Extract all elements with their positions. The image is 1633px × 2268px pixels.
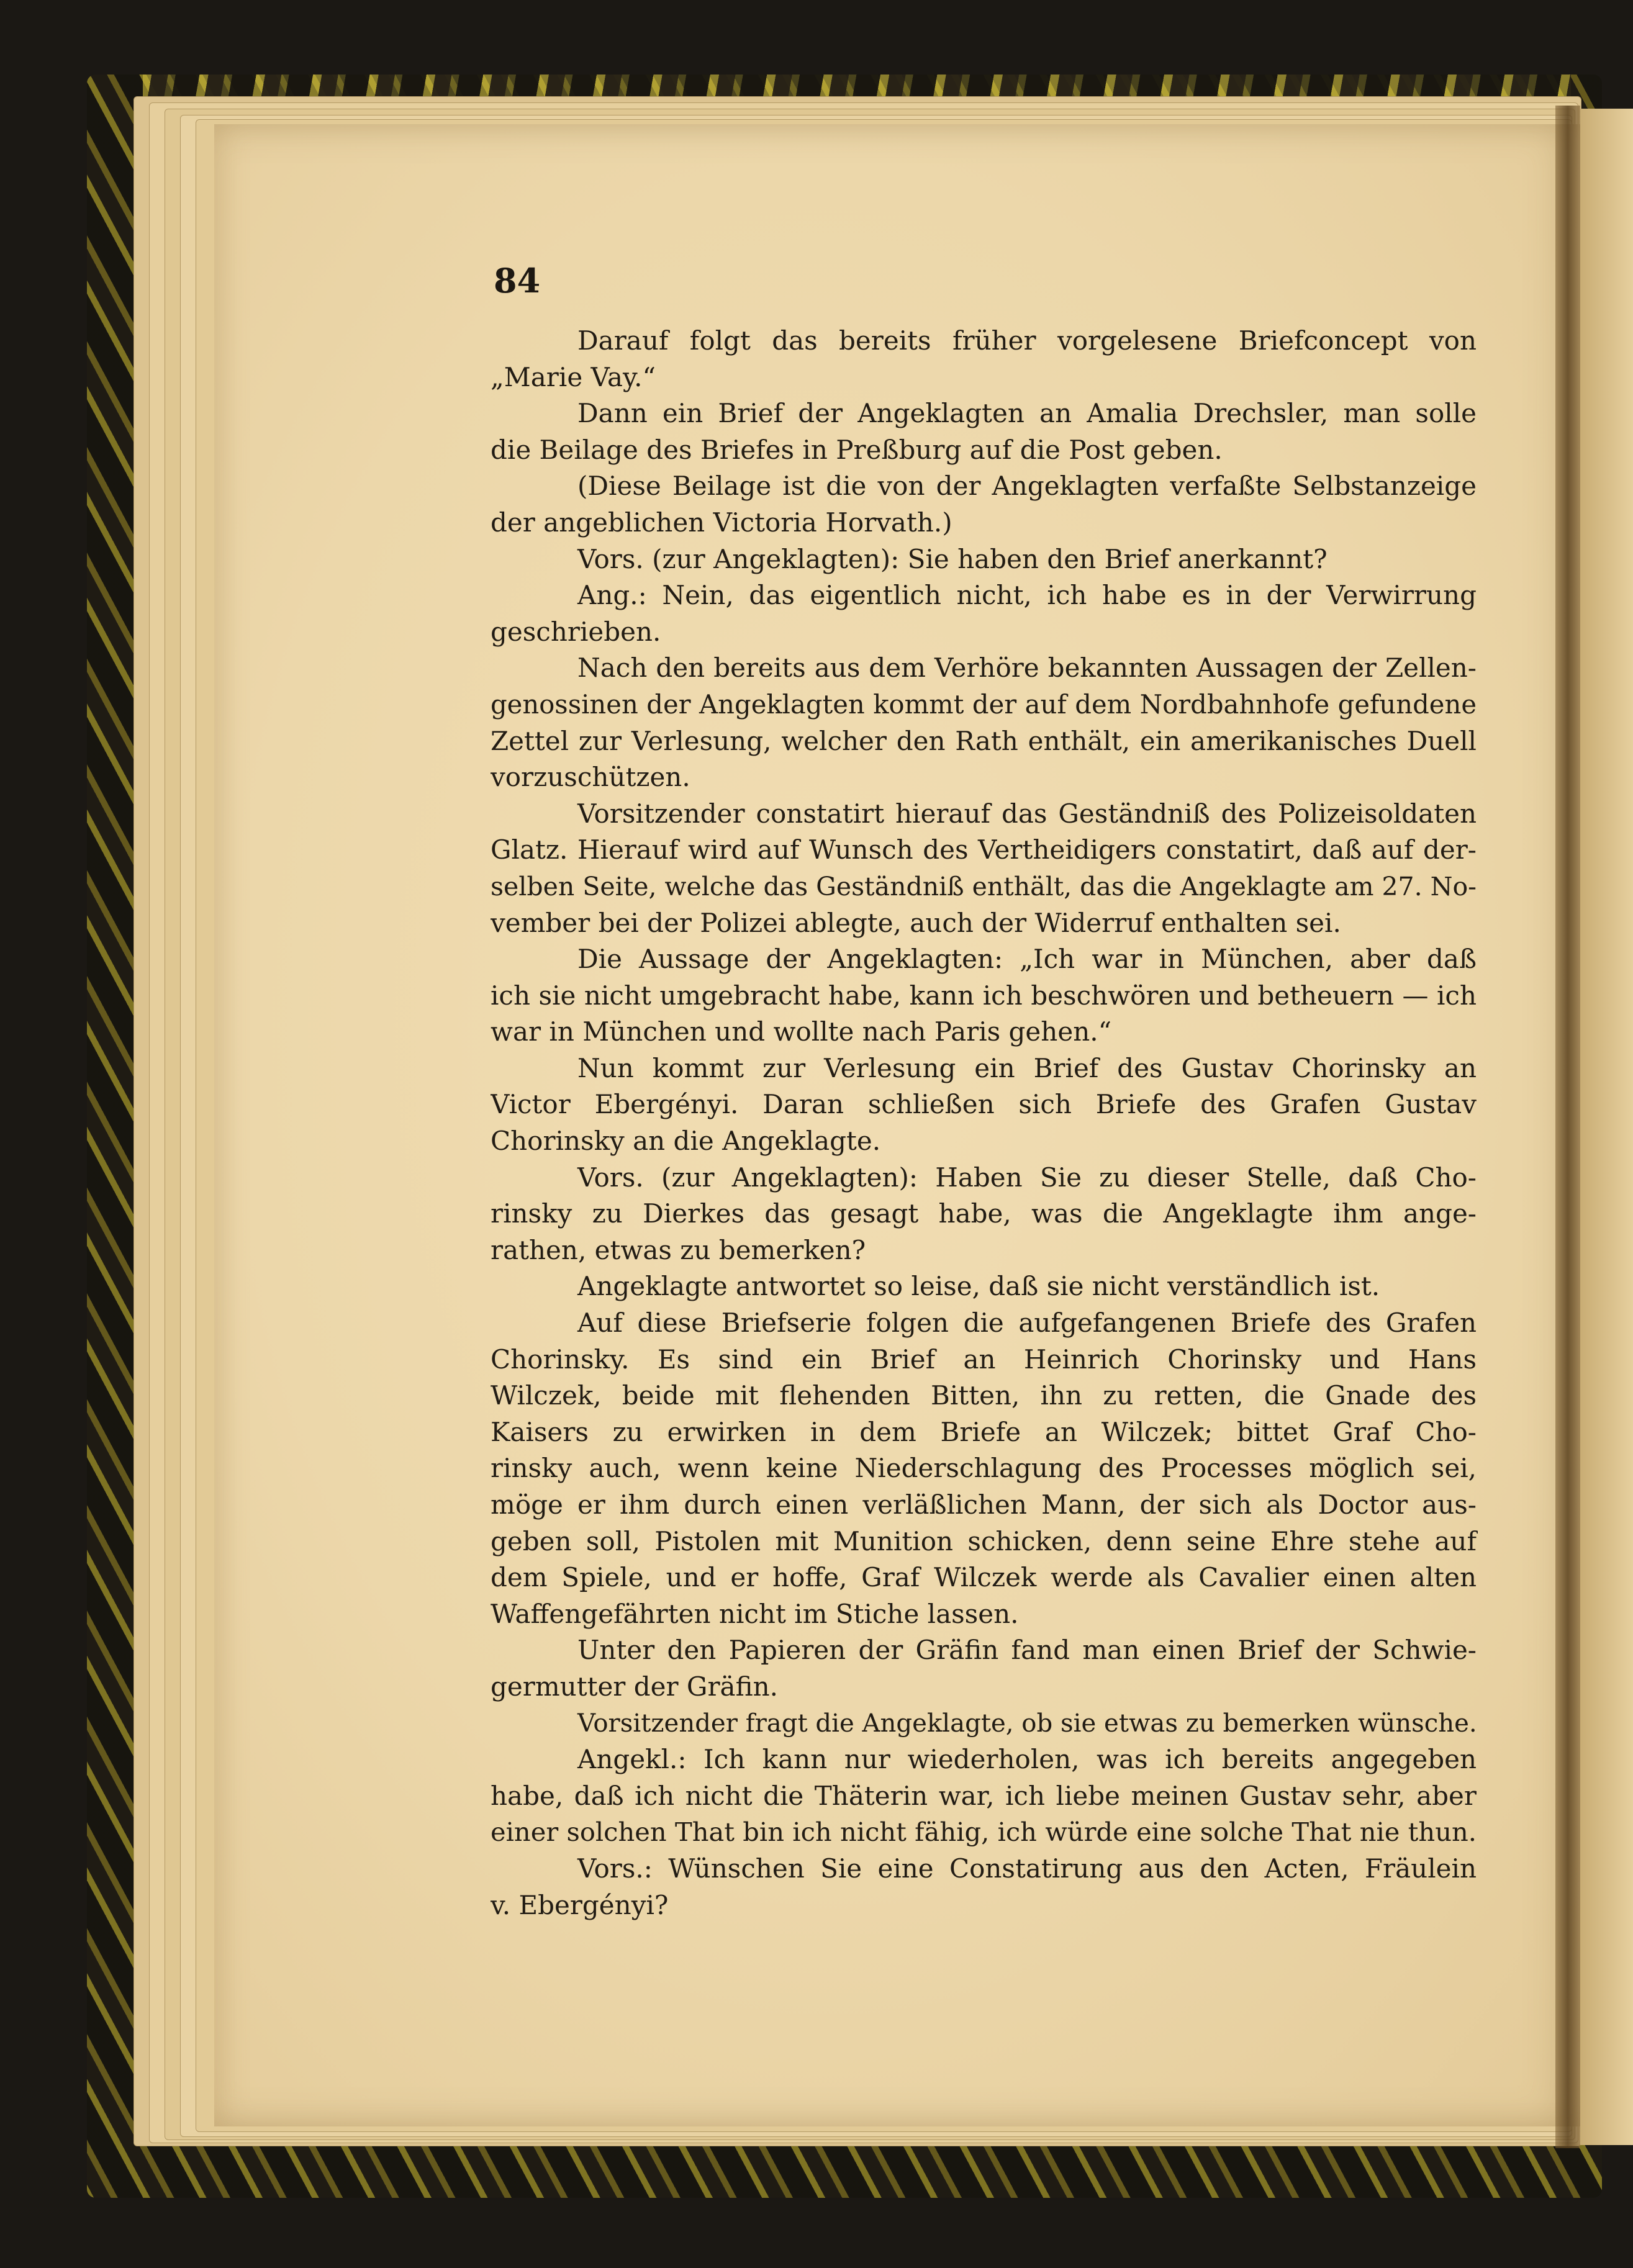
text-line: Auf diese Briefserie folgen die aufgefangenen Briefe des Grafen (577, 1308, 1477, 1339)
text-line: Nach den bereits aus dem Verhöre bekannten Aussagen der Zellen- (577, 653, 1477, 684)
text-line: geschrieben. (491, 616, 661, 647)
text-line: (Diese Beilage ist die von der Angeklagten verfaßte Selbstanzeige (577, 471, 1477, 502)
text-line: rinsky auch, wenn keine Niederschlagung des Processes möglich sei, (491, 1453, 1477, 1484)
text-line: Dann ein Brief der Angeklagten an Amalia Drechsler, man solle (577, 398, 1477, 429)
text-line: ich sie nicht umgebracht habe, kann ich beschwören und betheuern — ich (491, 980, 1477, 1011)
text-line: v. Ebergényi? (491, 1889, 669, 1920)
text-line: Chorinsky an die Angeklagte. (491, 1126, 881, 1157)
text-line: Nun kommt zur Verlesung ein Brief des Gustav Chorinsky an (577, 1052, 1477, 1083)
text-line: Kaisers zu erwirken in dem Briefe an Wilczek; bittet Graf Cho- (491, 1416, 1477, 1447)
text-line: geben soll, Pistolen mit Munition schicken, denn seine Ehre stehe auf (491, 1525, 1477, 1556)
text-line: Vorsitzender constatirt hierauf das Geständniß des Polizeisoldaten (577, 798, 1477, 829)
text-line: dem Spiele, und er hoffe, Graf Wilczek werde als Cavalier einen alten (491, 1562, 1477, 1593)
text-line: möge er ihm durch einen verläßlichen Mann, der sich als Doctor aus- (491, 1489, 1477, 1520)
text-line: Zettel zur Verlesung, welcher den Rath enthält, ein amerikanisches Duell (491, 725, 1477, 756)
text-line: Vors. (zur Angeklagten): Sie haben den Brief anerkannt? (577, 543, 1328, 574)
facing-page (1580, 109, 1633, 2145)
text-line: Angekl.: Ich kann nur wiederholen, was ich bereits angegeben (577, 1744, 1477, 1775)
text-line: Vorsitzender fragt die Angeklagte, ob sie etwas zu bemerken wünsche. (577, 1709, 1477, 1738)
text-line: der angeblichen Victoria Horvath.) (491, 507, 952, 538)
text-line: selben Seite, welche das Geständniß enthält, das die Angeklagte am 27. No- (491, 871, 1477, 901)
text-line: Die Aussage der Angeklagten: „Ich war in München, aber daß (577, 944, 1477, 975)
text-line: vorzuschützen. (491, 762, 690, 793)
page-text (491, 323, 1478, 1923)
text-line: Waffengefährten nicht im Stiche lassen. (491, 1598, 1019, 1629)
text-line: Wilczek, beide mit flehenden Bitten, ihn zu retten, die Gnade des (491, 1380, 1477, 1411)
text-line: habe, daß ich nicht die Thäterin war, ich liebe meinen Gustav sehr, aber (491, 1780, 1477, 1811)
text-line: Vors.: Wünschen Sie eine Constatirung aus den Acten, Fräulein (577, 1853, 1477, 1884)
text-line: war in München und wollte nach Paris gehen.“ (491, 1016, 1112, 1047)
text-line: die Beilage des Briefes in Preßburg auf die Post geben. (491, 434, 1223, 465)
text-line: genossinen der Angeklagten kommt der auf dem Nordbahnhofe gefundene (491, 689, 1477, 720)
page-number: 84 (494, 261, 541, 300)
text-line: germutter der Gräfin. (491, 1671, 778, 1702)
text-line: Glatz. Hierauf wird auf Wunsch des Vertheidigers constatirt, daß auf der- (491, 834, 1477, 865)
binding-gutter (1555, 106, 1580, 2148)
text-line: Darauf folgt das bereits früher vorgelesene Briefconcept von (577, 325, 1477, 356)
text-line: „Marie Vay.“ (491, 361, 656, 392)
text-line: rathen, etwas zu bemerken? (491, 1234, 866, 1265)
text-line: einer solchen That bin ich nicht fähig, ich würde eine solche That nie thun. (491, 1817, 1477, 1848)
text-line: Ang.: Nein, das eigentlich nicht, ich habe es in der Verwirrung (577, 580, 1477, 611)
text-line: Victor Ebergényi. Daran schließen sich Briefe des Grafen Gustav (491, 1089, 1477, 1120)
text-line: Chorinsky. Es sind ein Brief an Heinrich Chorinsky und Hans (491, 1344, 1477, 1375)
text-line: Angeklagte antwortet so leise, daß sie nicht verständlich ist. (577, 1271, 1380, 1302)
text-line: Unter den Papieren der Gräfin fand man einen Brief der Schwie- (577, 1635, 1477, 1666)
text-line: rinsky zu Dierkes das gesagt habe, was die Angeklagte ihm ange- (491, 1198, 1477, 1229)
text-line: vember bei der Polizei ablegte, auch der Widerruf enthalten sei. (491, 907, 1341, 938)
text-line: Vors. (zur Angeklagten): Haben Sie zu dieser Stelle, daß Cho- (577, 1162, 1477, 1193)
